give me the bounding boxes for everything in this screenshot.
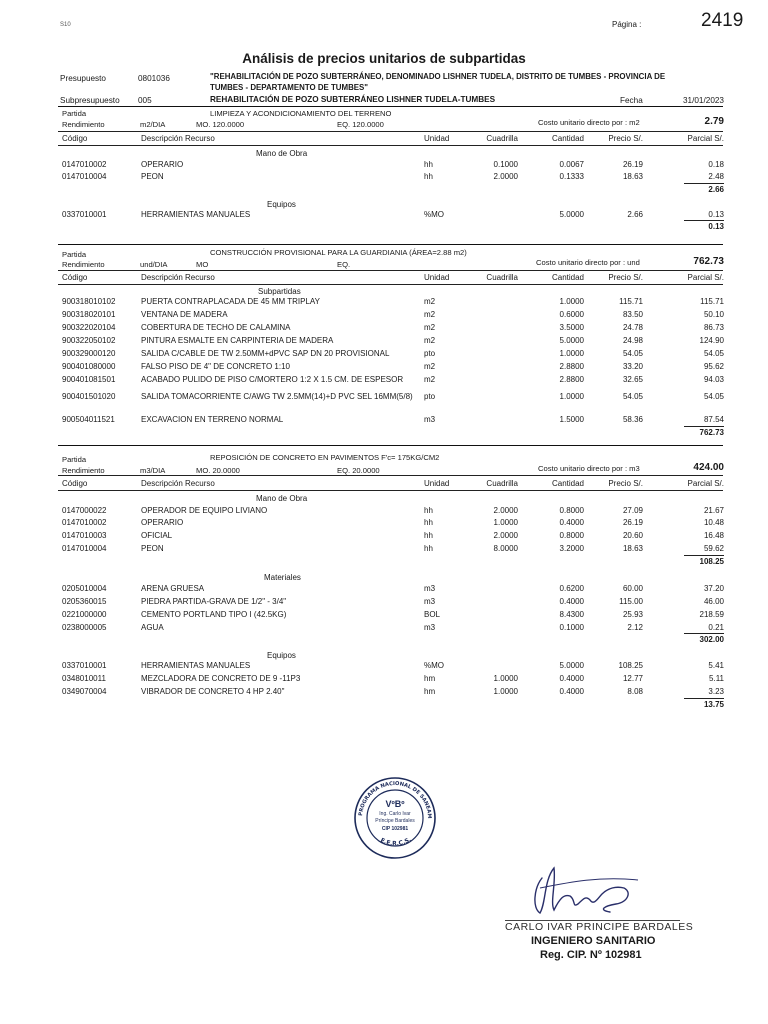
stamp-line3: CIP 102981 [381, 826, 409, 832]
partida-label: Partida [62, 109, 87, 118]
table-row [0, 310, 768, 321]
row-cuadrilla: 1.0000 [493, 518, 518, 527]
row-unit: hh [424, 518, 433, 527]
divider [58, 490, 723, 491]
subpresupuesto-code: 005 [138, 96, 152, 105]
row-code: 900322020104 [62, 323, 116, 332]
rendimiento-label: Rendimiento [62, 260, 105, 269]
mo-value: MO [196, 260, 209, 269]
row-code: 0147010004 [62, 544, 107, 553]
row-desc: SALIDA TOMACORRIENTE C/AWG TW 2.5MM(14)+D PVC SEL 16MM(5/8) [141, 392, 413, 401]
table-row [0, 623, 768, 634]
col-cantidad: Cantidad [551, 479, 584, 488]
table-row [0, 506, 768, 517]
row-cuadrilla: 2.0000 [493, 506, 518, 515]
row-precio: 108.25 [618, 661, 643, 670]
fecha-label: Fecha [620, 96, 643, 105]
presupuesto-name-line2: TUMBES - DEPARTAMENTO DE TUMBES" [210, 83, 369, 92]
table-row [0, 323, 768, 334]
row-desc: OFICIAL [141, 531, 173, 540]
row-unit: hm [424, 687, 436, 696]
divider [58, 475, 723, 476]
row-unit: m2 [424, 336, 436, 345]
row-cantidad: 1.0000 [559, 349, 584, 358]
eq-value: EQ. [337, 260, 351, 269]
row-precio: 20.60 [622, 531, 643, 540]
row-cantidad: 0.4000 [559, 687, 584, 696]
row-cantidad: 0.0067 [559, 160, 584, 169]
row-code: 0205010004 [62, 584, 107, 593]
row-unit: hm [424, 674, 436, 683]
stamp-line2: Príncipe Bardales [375, 818, 415, 824]
col-codigo: Código [62, 273, 88, 282]
row-precio: 115.71 [619, 297, 643, 306]
row-cantidad: 0.1000 [559, 623, 584, 632]
row-unit: m3 [424, 623, 436, 632]
table-row [0, 597, 768, 608]
row-precio: 26.19 [622, 518, 643, 527]
col-precio: Precio S/. [608, 273, 643, 282]
row-cantidad: 1.5000 [559, 415, 584, 424]
row-parcial: 124.90 [699, 336, 724, 345]
row-parcial: 0.21 [708, 623, 724, 632]
row-code: 900401080000 [62, 362, 116, 371]
row-cuadrilla: 2.0000 [493, 172, 518, 181]
rendimiento-unit: und/DIA [140, 260, 168, 269]
row-parcial: 54.05 [703, 392, 724, 401]
row-parcial: 0.18 [708, 160, 724, 169]
row-code: 0238000005 [62, 623, 107, 632]
table-row [0, 172, 768, 183]
rendimiento-unit: m3/DIA [140, 466, 166, 475]
handwritten-signature [520, 858, 650, 918]
row-unit: hh [424, 531, 433, 540]
row-cuadrilla: 0.1000 [493, 160, 518, 169]
row-desc: OPERARIO [141, 518, 184, 527]
col-cantidad: Cantidad [551, 134, 584, 143]
report-code: S10 [60, 22, 71, 28]
signature-scribble [520, 858, 650, 918]
row-code: 900329000120 [62, 349, 116, 358]
row-precio: 33.20 [622, 362, 643, 371]
table-row [0, 336, 768, 347]
official-stamp [352, 775, 438, 861]
row-precio: 24.98 [622, 336, 643, 345]
subtotal-line [684, 698, 724, 699]
divider [58, 270, 723, 271]
row-cantidad: 0.4000 [559, 674, 584, 683]
row-desc: OPERADOR DE EQUIPO LIVIANO [141, 506, 268, 515]
row-cantidad: 0.4000 [559, 597, 584, 606]
presupuesto-name-line1: "REHABILITACIÓN DE POZO SUBTERRÁNEO, DENOMINADO LISHNER TUDELA, DISTRITO DE TUMBES - PROVINCIA DE [210, 72, 666, 81]
divider [58, 145, 723, 146]
row-unit: m3 [424, 584, 436, 593]
row-unit: m2 [424, 310, 436, 319]
row-parcial: 3.23 [708, 687, 724, 696]
row-parcial: 2.48 [708, 172, 724, 181]
row-code: 0147010002 [62, 160, 107, 169]
signer-reg: Reg. CIP. Nº 102981 [540, 949, 642, 961]
row-cantidad: 0.6200 [559, 584, 584, 593]
row-parcial: 21.67 [703, 506, 724, 515]
row-desc: ACABADO PULIDO DE PISO C/MORTERO 1:2 X 1.5 CM. DE ESPESOR [141, 375, 404, 384]
group-title: Materiales [264, 573, 301, 582]
row-code: 0147010004 [62, 172, 107, 181]
subtotal-line [684, 555, 724, 556]
row-parcial: 218.59 [699, 610, 724, 619]
row-desc: FALSO PISO DE 4" DE CONCRETO 1:10 [141, 362, 290, 371]
group-subtotal: 762.73 [699, 428, 724, 437]
row-unit: m2 [424, 297, 436, 306]
row-unit: %MO [424, 661, 444, 670]
row-desc: VENTANA DE MADERA [141, 310, 228, 319]
row-precio: 32.65 [622, 375, 643, 384]
col-cuadrilla: Cuadrilla [486, 273, 518, 282]
row-unit: %MO [424, 210, 444, 219]
group-subtotal: 2.66 [708, 185, 724, 194]
row-desc: EXCAVACION EN TERRENO NORMAL [141, 415, 284, 424]
row-unit: BOL [424, 610, 441, 619]
col-cuadrilla: Cuadrilla [486, 134, 518, 143]
column-header-row [0, 134, 768, 145]
col-unidad: Unidad [424, 134, 450, 143]
row-desc: CEMENTO PORTLAND TIPO I (42.5KG) [141, 610, 287, 619]
group-title: Equipos [267, 200, 296, 209]
group-title: Mano de Obra [256, 149, 308, 158]
row-cantidad: 0.8000 [559, 531, 584, 540]
column-header-row [0, 479, 768, 490]
stamp-ring-text: PROGRAMA NACIONAL DE SANEAM [358, 780, 433, 819]
partida-name: LIMPIEZA Y ACONDICIONAMIENTO DEL TERRENO [210, 109, 392, 118]
row-desc: VIBRADOR DE CONCRETO 4 HP 2.40" [141, 687, 285, 696]
table-row [0, 584, 768, 595]
table-row [0, 518, 768, 529]
row-precio: 54.05 [622, 349, 643, 358]
row-unit: m2 [424, 362, 436, 371]
row-desc: HERRAMIENTAS MANUALES [141, 661, 251, 670]
row-code: 900504011521 [62, 415, 115, 424]
divider [58, 131, 723, 132]
row-desc: PINTURA ESMALTE EN CARPINTERIA DE MADERA [141, 336, 334, 345]
row-unit: m2 [424, 323, 436, 332]
stamp-bottom-text: E.E.R.C.S. [379, 836, 413, 848]
row-desc: PEON [141, 544, 164, 553]
row-precio: 115.00 [619, 597, 643, 606]
row-parcial: 50.10 [703, 310, 724, 319]
table-row [0, 349, 768, 360]
row-code: 0147010002 [62, 518, 107, 527]
row-precio: 2.66 [627, 210, 643, 219]
presupuesto-label: Presupuesto [60, 74, 106, 83]
row-cantidad: 3.2000 [559, 544, 584, 553]
group-subtotal: 0.13 [708, 222, 724, 231]
row-cantidad: 3.5000 [559, 323, 584, 332]
document-title: Análisis de precios unitarios de subpartidas [242, 51, 526, 66]
subtotal-line [684, 183, 724, 184]
table-row [0, 375, 768, 386]
row-code: 0147000022 [62, 506, 107, 515]
subpresupuesto-name: REHABILITACIÓN DE POZO SUBTERRÁNEO LISHNER TUDELA-TUMBES [210, 95, 496, 104]
row-code: 900322050102 [62, 336, 116, 345]
row-desc: MEZCLADORA DE CONCRETO DE 9 -11P3 [141, 674, 301, 683]
group-subtotal: 302.00 [699, 635, 724, 644]
row-unit: hh [424, 544, 433, 553]
costo-value: 762.73 [693, 256, 724, 267]
row-precio: 54.05 [622, 392, 643, 401]
row-parcial: 59.62 [703, 544, 724, 553]
subtotal-line [684, 426, 724, 427]
row-desc: PIEDRA PARTIDA-GRAVA DE 1/2" - 3/4" [141, 597, 287, 606]
col-parcial: Parcial S/. [687, 273, 724, 282]
row-precio: 2.12 [627, 623, 643, 632]
row-code: 900401501020 [62, 392, 116, 401]
col-parcial: Parcial S/. [687, 134, 724, 143]
row-code: 0337010001 [62, 661, 107, 670]
row-desc: AGUA [141, 623, 164, 632]
row-desc: COBERTURA DE TECHO DE CALAMINA [141, 323, 291, 332]
col-precio: Precio S/. [608, 134, 643, 143]
partida-name: CONSTRUCCIÓN PROVISIONAL PARA LA GUARDIANIA (ÁREA=2.88 m2) [210, 248, 467, 257]
costo-value: 424.00 [693, 462, 724, 473]
row-cantidad: 5.0000 [559, 210, 584, 219]
row-code: 0337010001 [62, 210, 107, 219]
row-precio: 27.09 [622, 506, 643, 515]
row-cantidad: 2.8800 [559, 362, 584, 371]
row-precio: 18.63 [622, 544, 643, 553]
table-row [0, 531, 768, 542]
row-desc: OPERARIO [141, 160, 184, 169]
col-codigo: Código [62, 479, 88, 488]
rendimiento-label: Rendimiento [62, 120, 105, 129]
row-code: 0349070004 [62, 687, 107, 696]
row-unit: hh [424, 506, 433, 515]
page-number: 2419 [701, 10, 744, 31]
rendimiento-unit: m2/DIA [140, 120, 166, 129]
row-cantidad: 1.0000 [559, 392, 584, 401]
row-precio: 58.36 [622, 415, 643, 424]
header-divider [58, 106, 723, 107]
row-precio: 26.19 [622, 160, 643, 169]
section-divider [58, 244, 723, 245]
row-parcial: 16.48 [703, 531, 724, 540]
table-row [0, 544, 768, 555]
subtotal-line [684, 633, 724, 634]
row-unit: pto [424, 392, 436, 401]
row-cantidad: 1.0000 [559, 297, 584, 306]
row-parcial: 46.00 [703, 597, 724, 606]
row-cantidad: 0.4000 [559, 518, 584, 527]
col-unidad: Unidad [424, 273, 450, 282]
group-title: Equipos [267, 651, 296, 660]
signer-title: INGENIERO SANITARIO [531, 935, 656, 947]
col-unidad: Unidad [424, 479, 450, 488]
col-codigo: Código [62, 134, 88, 143]
row-parcial: 5.41 [708, 661, 724, 670]
table-row [0, 392, 768, 403]
subpresupuesto-label: Subpresupuesto [60, 96, 120, 105]
col-descripcion: Descripción Recurso [141, 273, 215, 282]
row-code: 0221000000 [62, 610, 107, 619]
row-precio: 8.08 [627, 687, 643, 696]
table-row [0, 210, 768, 221]
row-desc: PUERTA CONTRAPLACADA DE 45 MM TRIPLAY [141, 297, 321, 306]
row-desc: ARENA GRUESA [141, 584, 205, 593]
row-unit: hh [424, 160, 433, 169]
page-label: Página : [612, 20, 642, 29]
row-parcial: 94.03 [703, 375, 724, 384]
group-title: Subpartidas [258, 287, 301, 296]
subtotal-line [684, 220, 724, 221]
svg-text:E.E.R.C.S. [379, 836, 412, 847]
rendimiento-label: Rendimiento [62, 466, 105, 475]
stamp-vobo: VºBº [385, 799, 405, 809]
table-row [0, 610, 768, 621]
row-parcial: 86.73 [703, 323, 724, 332]
table-row [0, 661, 768, 672]
table-row [0, 297, 768, 308]
stamp-line1: Ing. Carlo Ivar [379, 811, 411, 817]
partida-name: REPOSICIÓN DE CONCRETO EN PAVIMENTOS F'c= 175KG/CM2 [210, 453, 440, 462]
row-code: 900318020101 [62, 310, 116, 319]
table-row [0, 160, 768, 171]
divider [58, 284, 723, 285]
row-precio: 60.00 [622, 584, 643, 593]
row-parcial: 87.54 [703, 415, 724, 424]
row-cantidad: 0.6000 [559, 310, 584, 319]
row-parcial: 5.11 [709, 674, 724, 683]
row-unit: m3 [424, 415, 436, 424]
partida-label: Partida [62, 250, 87, 259]
costo-value: 2.79 [704, 116, 724, 127]
row-cuadrilla: 1.0000 [493, 687, 518, 696]
section-divider [58, 445, 723, 446]
row-code: 900401081501 [62, 375, 116, 384]
row-desc: HERRAMIENTAS MANUALES [141, 210, 251, 219]
costo-label: Costo unitario directo por : m2 [538, 118, 640, 127]
row-precio: 24.78 [622, 323, 643, 332]
fecha-value: 31/01/2023 [683, 96, 724, 105]
row-unit: m2 [424, 375, 436, 384]
group-subtotal: 13.75 [703, 700, 724, 709]
column-header-row [0, 273, 768, 284]
row-precio: 83.50 [622, 310, 643, 319]
row-cuadrilla: 8.0000 [493, 544, 518, 553]
row-unit: m3 [424, 597, 436, 606]
group-title: Mano de Obra [256, 494, 308, 503]
row-precio: 12.77 [622, 674, 643, 683]
row-unit: pto [424, 349, 436, 358]
row-code: 0147010003 [62, 531, 107, 540]
row-cantidad: 5.0000 [559, 661, 584, 670]
costo-label: Costo unitario directo por : und [536, 258, 640, 267]
table-row [0, 362, 768, 373]
row-parcial: 37.20 [703, 584, 724, 593]
group-subtotal: 108.25 [699, 557, 724, 566]
row-code: 0205360015 [62, 597, 107, 606]
row-cantidad: 0.1333 [559, 172, 584, 181]
costo-label: Costo unitario directo por : m3 [538, 464, 640, 473]
col-cantidad: Cantidad [551, 273, 584, 282]
row-parcial: 0.13 [708, 210, 724, 219]
row-cuadrilla: 2.0000 [493, 531, 518, 540]
col-parcial: Parcial S/. [687, 479, 724, 488]
eq-value: EQ. 120.0000 [337, 120, 384, 129]
row-cuadrilla: 1.0000 [493, 674, 518, 683]
row-parcial: 10.48 [703, 518, 724, 527]
row-unit: hh [424, 172, 433, 181]
presupuesto-code: 0801036 [138, 74, 170, 83]
signer-name: CARLO IVAR PRINCIPE BARDALES [505, 921, 694, 933]
mo-value: MO. 20.0000 [196, 466, 240, 475]
col-descripcion: Descripción Recurso [141, 134, 215, 143]
row-desc: PEON [141, 172, 164, 181]
table-row [0, 674, 768, 685]
row-parcial: 95.62 [703, 362, 724, 371]
row-cantidad: 5.0000 [559, 336, 584, 345]
col-cuadrilla: Cuadrilla [486, 479, 518, 488]
row-desc: SALIDA C/CABLE DE TW 2.50MM+dPVC SAP DN 20 PROVISIONAL [141, 349, 390, 358]
row-cantidad: 8.4300 [559, 610, 584, 619]
row-code: 0348010011 [62, 674, 106, 683]
partida-label: Partida [62, 455, 87, 464]
col-precio: Precio S/. [608, 479, 643, 488]
row-code: 900318010102 [62, 297, 116, 306]
row-cantidad: 0.8000 [559, 506, 584, 515]
row-precio: 18.63 [622, 172, 643, 181]
row-parcial: 54.05 [703, 349, 724, 358]
row-cantidad: 2.8800 [559, 375, 584, 384]
eq-value: EQ. 20.0000 [337, 466, 380, 475]
col-descripcion: Descripción Recurso [141, 479, 215, 488]
row-precio: 25.93 [622, 610, 643, 619]
row-parcial: 115.71 [700, 297, 724, 306]
table-row [0, 415, 768, 426]
mo-value: MO. 120.0000 [196, 120, 245, 129]
table-row [0, 687, 768, 698]
